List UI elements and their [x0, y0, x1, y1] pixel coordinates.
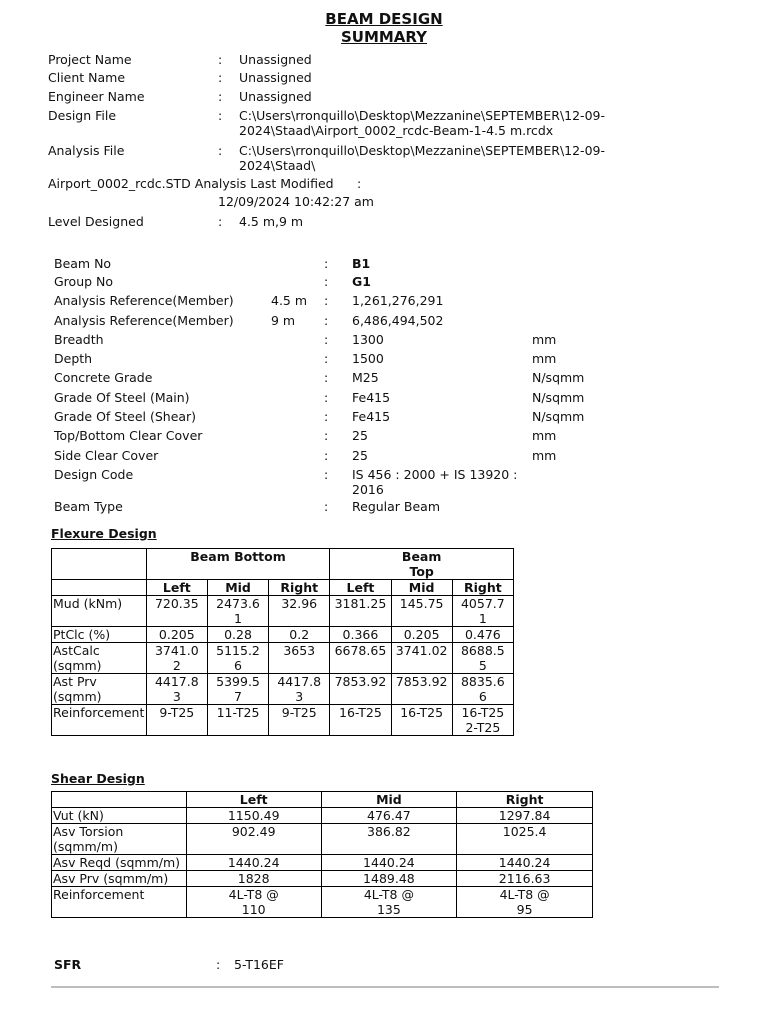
cell-line-2: 95	[516, 902, 533, 917]
cell-line-1: 1440.24	[498, 855, 551, 870]
cell-line-1: 0.205	[158, 627, 195, 642]
table-cell	[186, 855, 321, 871]
col-right-header: Right	[452, 580, 513, 596]
cell-line-1: 5399.5	[216, 674, 260, 689]
depth-label: Depth	[54, 351, 93, 366]
analysis-file-label: Analysis File	[48, 143, 125, 158]
shear-design-title: Shear Design	[51, 771, 145, 786]
depth-unit: mm	[532, 351, 557, 366]
table-cell	[321, 887, 457, 918]
table-cell	[330, 674, 391, 705]
col-left-header: Left	[186, 792, 321, 808]
cell-line-1: 0.476	[464, 627, 501, 642]
concrete-grade-label: Concrete Grade	[54, 370, 153, 385]
table-cell	[269, 674, 330, 705]
beam-no-label: Beam No	[54, 256, 112, 271]
colon: :	[324, 390, 329, 405]
project-name-label: Project Name	[48, 52, 132, 67]
table-cell	[452, 705, 513, 736]
cell-line-1: 2473.6	[216, 596, 260, 611]
colon: :	[357, 176, 362, 191]
table-row	[52, 808, 593, 824]
flexure-table	[51, 548, 514, 736]
cell-line-1: 4057.7	[460, 596, 505, 611]
colon: :	[218, 52, 223, 67]
cell-line-1: 16-T25	[461, 705, 505, 720]
col-right-header: Right	[457, 792, 593, 808]
cell-line-2: 135	[376, 902, 401, 917]
table-cell	[452, 643, 513, 674]
design-code-label: Design Code	[54, 467, 134, 482]
cell-line-2: 1	[478, 611, 487, 626]
steel-main-value: Fe415	[352, 390, 391, 405]
cell-line-1: 1297.84	[498, 808, 551, 823]
row-label-line-2: (sqmm)	[53, 658, 102, 673]
cell-line-1: 3741.0	[154, 643, 199, 658]
colon: :	[324, 428, 329, 443]
colon: :	[218, 108, 223, 123]
table-cell	[321, 871, 457, 887]
table-row	[52, 824, 593, 855]
row-label-line-1: Vut (kN)	[53, 808, 104, 823]
cell-line-1: 1440.24	[363, 855, 415, 870]
steel-shear-label: Grade Of Steel (Shear)	[54, 409, 197, 424]
cell-line-1: 1025.4	[502, 824, 547, 839]
flexure-column-header	[52, 580, 514, 596]
colon: :	[218, 214, 223, 229]
row-label	[52, 887, 187, 918]
cell-line-1: 386.82	[367, 824, 411, 839]
colon: :	[324, 351, 329, 366]
analysis-ref-label: Analysis Reference(Member)	[54, 313, 234, 328]
analysis-ref-value: 6,486,494,502	[352, 313, 444, 328]
cell-line-1: 476.47	[367, 808, 411, 823]
cell-line-1: 32.96	[281, 596, 318, 611]
col-left-header: Left	[330, 580, 391, 596]
steel-main-unit: N/sqmm	[532, 390, 585, 405]
sfr-row	[54, 957, 284, 972]
row-label-line-1: Asv Torsion	[53, 824, 124, 839]
top-bottom-cover-value: 25	[352, 428, 368, 443]
cell-line-1: 0.366	[342, 627, 379, 642]
level-designed-label: Level Designed	[48, 214, 144, 229]
table-cell	[186, 871, 321, 887]
cell-line-1: 6678.65	[334, 643, 387, 658]
group-no-value: G1	[352, 274, 371, 289]
client-name-value: Unassigned	[239, 70, 312, 85]
table-cell	[186, 808, 321, 824]
analysis-file-value-line-1: C:\Users\rronquillo\Desktop\Mezzanine\SEPTEMBER\12-09-	[239, 143, 605, 158]
table-cell	[457, 855, 593, 871]
beam-bottom-header: Beam Bottom	[146, 549, 330, 580]
colon: :	[324, 499, 329, 514]
colon: :	[324, 467, 329, 482]
row-label-line-2: (sqmm)	[53, 689, 102, 704]
table-cell	[186, 887, 321, 918]
cell-line-2: 5	[478, 658, 487, 673]
side-cover-label: Side Clear Cover	[54, 448, 159, 463]
table-row	[52, 705, 514, 736]
table-cell	[207, 596, 268, 627]
colon: :	[216, 957, 221, 972]
cell-line-1: 8688.5	[460, 643, 505, 658]
cell-line-2: 7	[234, 689, 242, 704]
colon: :	[324, 293, 329, 308]
side-cover-value: 25	[352, 448, 368, 463]
steel-main-label: Grade Of Steel (Main)	[54, 390, 190, 405]
cell-line-1: 7853.92	[395, 674, 448, 689]
table-cell	[146, 643, 207, 674]
client-name-label: Client Name	[48, 70, 126, 85]
cell-line-1: 4L-T8 @	[363, 887, 414, 902]
cell-line-2: 110	[241, 902, 266, 917]
cell-line-1: 5115.2	[216, 643, 260, 658]
colon: :	[324, 313, 329, 328]
cell-line-1: 3181.25	[334, 596, 387, 611]
cell-line-1: 1150.49	[227, 808, 280, 823]
colon: :	[324, 409, 329, 424]
analysis-modified-label: Airport_0002_rcdc.STD Analysis Last Modified	[48, 176, 334, 191]
row-label-line-1: PtClc (%)	[53, 627, 111, 642]
table-cell	[146, 596, 207, 627]
row-label-line-1: Asv Prv (sqmm/m)	[53, 871, 169, 886]
empty-header-cell	[52, 580, 147, 596]
sfr-value: 5-T16EF	[234, 957, 284, 972]
table-cell	[457, 887, 593, 918]
cell-line-2: 1	[234, 611, 242, 626]
beam-top-header	[330, 549, 514, 580]
table-cell	[330, 627, 391, 643]
cell-line-1: 2116.63	[498, 871, 551, 886]
table-cell	[269, 596, 330, 627]
table-cell	[269, 627, 330, 643]
footer-divider	[51, 986, 719, 988]
table-cell	[452, 596, 513, 627]
analysis-ref-level: 4.5 m	[271, 293, 308, 308]
colon: :	[218, 70, 223, 85]
flexure-group-header	[52, 549, 514, 580]
top-bottom-cover-unit: mm	[532, 428, 557, 443]
table-row	[52, 596, 514, 627]
table-cell	[457, 871, 593, 887]
row-label-line-1: AstCalc	[53, 643, 100, 658]
cell-line-2: 6	[478, 689, 487, 704]
table-cell	[457, 824, 593, 855]
col-left-header: Left	[146, 580, 207, 596]
cell-line-1: 145.75	[399, 596, 444, 611]
cell-line-1: 0.28	[224, 627, 252, 642]
beam-top-header-line-1: Beam	[401, 549, 442, 564]
table-cell	[391, 643, 452, 674]
cell-line-2: 2	[172, 658, 181, 673]
colon: :	[218, 89, 223, 104]
table-cell	[321, 824, 457, 855]
cell-line-2: 6	[234, 658, 242, 673]
analysis-ref-label: Analysis Reference(Member)	[54, 293, 234, 308]
row-label	[52, 643, 147, 674]
table-cell	[330, 596, 391, 627]
table-row	[52, 887, 593, 918]
shear-column-header	[52, 792, 593, 808]
row-label-line-1: Ast Prv	[53, 674, 97, 689]
colon: :	[324, 256, 329, 271]
table-cell	[330, 643, 391, 674]
table-cell	[391, 596, 452, 627]
design-code-value-line-2: 2016	[352, 482, 384, 497]
project-name-value: Unassigned	[239, 52, 312, 67]
title-line-1: BEAM DESIGN	[325, 10, 443, 28]
row-label-line-1: Reinforcement	[53, 887, 145, 902]
level-designed-value: 4.5 m,9 m	[239, 214, 304, 229]
table-row	[52, 674, 514, 705]
cell-line-1: 1489.48	[363, 871, 415, 886]
sfr-label: SFR	[54, 957, 82, 972]
colon: :	[324, 370, 329, 385]
table-cell	[207, 705, 268, 736]
row-label	[52, 855, 187, 871]
table-cell	[146, 674, 207, 705]
row-label-line-2: (sqmm/m)	[53, 839, 118, 854]
table-row	[52, 627, 514, 643]
cell-line-2: 3	[295, 689, 304, 704]
cell-line-1: 9-T25	[281, 705, 317, 720]
analysis-ref-value: 1,261,276,291	[352, 293, 444, 308]
cell-line-1: 1828	[237, 871, 270, 886]
table-cell	[391, 705, 452, 736]
col-mid-header: Mid	[207, 580, 268, 596]
table-row	[52, 871, 593, 887]
table-cell	[457, 808, 593, 824]
cell-line-2: 2-T25	[465, 720, 501, 735]
colon: :	[324, 448, 329, 463]
table-cell	[269, 643, 330, 674]
table-cell	[330, 705, 391, 736]
row-label	[52, 705, 147, 736]
cell-line-1: 3653	[283, 643, 316, 658]
breadth-value: 1300	[352, 332, 384, 347]
group-no-label: Group No	[54, 274, 114, 289]
beam-type-label: Beam Type	[54, 499, 123, 514]
cell-line-1: 720.35	[154, 596, 199, 611]
design-code-value	[352, 467, 532, 497]
steel-shear-unit: N/sqmm	[532, 409, 585, 424]
cell-line-1: 1440.24	[227, 855, 280, 870]
flexure-design-title: Flexure Design	[51, 526, 157, 541]
cell-line-1: 8835.6	[460, 674, 505, 689]
cell-line-1: 4417.8	[277, 674, 322, 689]
engineer-name-label: Engineer Name	[48, 89, 145, 104]
table-cell	[146, 705, 207, 736]
cell-line-2: 3	[172, 689, 181, 704]
analysis-ref-level: 9 m	[271, 313, 296, 328]
design-file-value-line-2: 2024\Staad\Airport_0002_rcdc-Beam-1-4.5 m.rcdx	[239, 123, 554, 138]
engineer-name-value: Unassigned	[239, 89, 312, 104]
analysis-file-value-line-2: 2024\Staad\	[239, 158, 316, 173]
shear-table	[51, 791, 593, 918]
table-row	[52, 855, 593, 871]
row-label	[52, 824, 187, 855]
row-label	[52, 596, 147, 627]
design-file-value	[239, 108, 629, 138]
cell-line-1: 16-T25	[400, 705, 444, 720]
top-bottom-cover-label: Top/Bottom Clear Cover	[54, 428, 203, 443]
beam-no-value: B1	[352, 256, 371, 271]
row-label-line-1: Asv Reqd (sqmm/m)	[53, 855, 181, 870]
beam-type-value: Regular Beam	[352, 499, 441, 514]
table-cell	[391, 674, 452, 705]
table-cell	[207, 674, 268, 705]
row-label	[52, 627, 147, 643]
side-cover-unit: mm	[532, 448, 557, 463]
steel-shear-value: Fe415	[352, 409, 391, 424]
cell-line-1: 9-T25	[159, 705, 195, 720]
table-cell	[321, 808, 457, 824]
page-title	[0, 10, 768, 46]
design-file-value-line-1: C:\Users\rronquillo\Desktop\Mezzanine\SEPTEMBER\12-09-	[239, 108, 605, 123]
cell-line-1: 902.49	[231, 824, 276, 839]
design-file-label: Design File	[48, 108, 117, 123]
row-label-line-1: Mud (kNm)	[53, 596, 123, 611]
title-line-2: SUMMARY	[340, 28, 428, 46]
table-cell	[186, 824, 321, 855]
cell-line-1: 0.205	[403, 627, 440, 642]
cell-line-1: 11-T25	[216, 705, 260, 720]
table-cell	[452, 674, 513, 705]
colon: :	[324, 332, 329, 347]
table-row	[52, 643, 514, 674]
cell-line-1: 4L-T8 @	[228, 887, 279, 902]
concrete-grade-unit: N/sqmm	[532, 370, 585, 385]
col-right-header: Right	[269, 580, 330, 596]
table-cell	[146, 627, 207, 643]
table-cell	[207, 627, 268, 643]
table-cell	[269, 705, 330, 736]
analysis-modified-value: 12/09/2024 10:42:27 am	[218, 194, 374, 209]
beam-top-header-line-2: Top	[409, 564, 434, 579]
depth-value: 1500	[352, 351, 384, 366]
cell-line-1: 0.2	[289, 627, 310, 642]
colon: :	[218, 143, 223, 158]
cell-line-1: 4417.8	[154, 674, 199, 689]
table-cell	[452, 627, 513, 643]
concrete-grade-value: M25	[352, 370, 379, 385]
analysis-file-value	[239, 143, 629, 173]
table-cell	[391, 627, 452, 643]
row-label-line-1: Reinforcement	[53, 705, 145, 720]
cell-line-1: 3741.02	[395, 643, 448, 658]
empty-header-cell	[52, 549, 147, 580]
breadth-label: Breadth	[54, 332, 104, 347]
breadth-unit: mm	[532, 332, 557, 347]
cell-line-1: 16-T25	[339, 705, 382, 720]
row-label	[52, 674, 147, 705]
col-mid-header: Mid	[391, 580, 452, 596]
col-mid-header: Mid	[321, 792, 457, 808]
empty-header-cell	[52, 792, 187, 808]
design-code-value-line-1: IS 456 : 2000 + IS 13920 :	[352, 467, 518, 482]
row-label	[52, 808, 187, 824]
cell-line-1: 4L-T8 @	[499, 887, 550, 902]
table-cell	[321, 855, 457, 871]
colon: :	[324, 274, 329, 289]
row-label	[52, 871, 187, 887]
table-cell	[207, 643, 268, 674]
cell-line-1: 7853.92	[334, 674, 387, 689]
